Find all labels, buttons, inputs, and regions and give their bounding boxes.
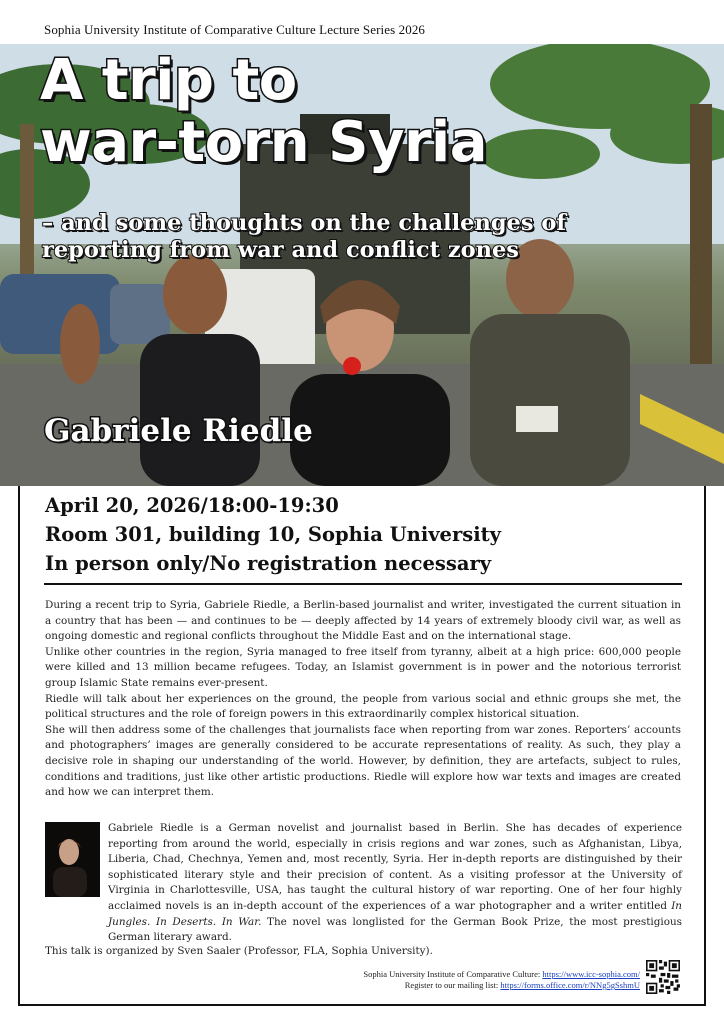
book-title: In Jungles. In Deserts. In War. <box>108 899 682 928</box>
speaker-portrait <box>45 822 100 897</box>
abstract-paragraph: Unlike other countries in the region, Syria managed to free itself from tyranny, albeit at a high price: 600,000 people were killed and 13 million became refugees. Today, an Islamist government is in power and the notorious terrorist group Islamic State remains ever-present. <box>45 645 681 689</box>
footer-links <box>363 969 640 991</box>
speaker-bio <box>108 821 682 946</box>
lecture-series-label: Sophia University Institute of Comparative Culture Lecture Series 2026 <box>18 16 706 44</box>
organizer-note: This talk is organized by Sven Saaler (Professor, FLA, Sophia University). <box>45 945 433 957</box>
abstract-paragraph: During a recent trip to Syria, Gabriele Riedle, a Berlin-based journalist and writer, investigated the current situation in a country that has been — and continues to be — deeply affected by 14 years of extremely bloody civil war, as well as ongoing domestic and regional conflicts throughout the Middle East and on the international stage. <box>45 599 681 643</box>
subtitle-line-1: – and some thoughts on the challenges of <box>42 210 567 236</box>
subtitle-line-2: reporting from war and conflict zones <box>42 237 519 263</box>
lecture-subtitle <box>42 210 682 264</box>
event-info <box>45 491 501 578</box>
icc-label: Sophia University Institute of Comparative Culture: <box>363 969 543 979</box>
bio-text-end: The novel was longlisted for the German Book Prize, the most prestigious German literary award. <box>108 915 683 944</box>
event-datetime: April 20, 2026/18:00-19:30 <box>45 494 339 517</box>
title-line-1: A trip to <box>40 48 297 113</box>
lecture-title <box>40 50 487 174</box>
bio-text: Gabriele Riedle is a German novelist and journalist based in Berlin. She has decades of experience reporting from around the world, especially in crisis regions and war zones, such as Afghanistan, Libya, Liberia, Chad, Chechnya, Yemen and, most recently, Syria. Her in-depth reports are distinguished by their sophisticated literary style and their precision of content. As a visiting professor at the University of Virginia in Charlottesville, USA, has taught the cultural history of war reporting. One of her four highly acclaimed novels is an in-depth account of the experiences of a war photographer and a writer entitled <box>108 822 682 912</box>
mailing-line <box>363 980 640 991</box>
title-line-2: war-torn Syria <box>40 110 488 175</box>
icc-link[interactable]: https://www.icc-sophia.com/ <box>542 969 640 979</box>
abstract-paragraph: Riedle will talk about her experiences on the ground, the people from various social and ethnic groups she met, the political structures and the role of foreign powers in this extraordinarily complex historical situation. <box>45 692 681 721</box>
qr-code-icon[interactable] <box>646 960 680 994</box>
speaker-name: Gabriele Riedle <box>44 413 313 449</box>
abstract <box>45 598 681 801</box>
event-attendance: In person only/No registration necessary <box>45 552 492 575</box>
icc-line <box>363 969 640 980</box>
mailing-link[interactable]: https://forms.office.com/r/NNg5gSshmU <box>500 980 640 990</box>
divider <box>44 583 682 585</box>
mailing-label: Register to our mailing list: <box>404 980 501 990</box>
abstract-paragraph: She will then address some of the challenges that journalists face when reporting from war zones. Reporters’ accounts and photographers’ images are generally considered to be accurate representations of reality. As such, they play a decisive role in shaping our understanding of the world. However, by definition, they are artefacts, subject to rules, conditions and traditions, just like other artistic productions. Riedle will explore how war texts and images are created and how we can interpret them. <box>45 723 681 799</box>
event-location: Room 301, building 10, Sophia University <box>45 523 501 546</box>
